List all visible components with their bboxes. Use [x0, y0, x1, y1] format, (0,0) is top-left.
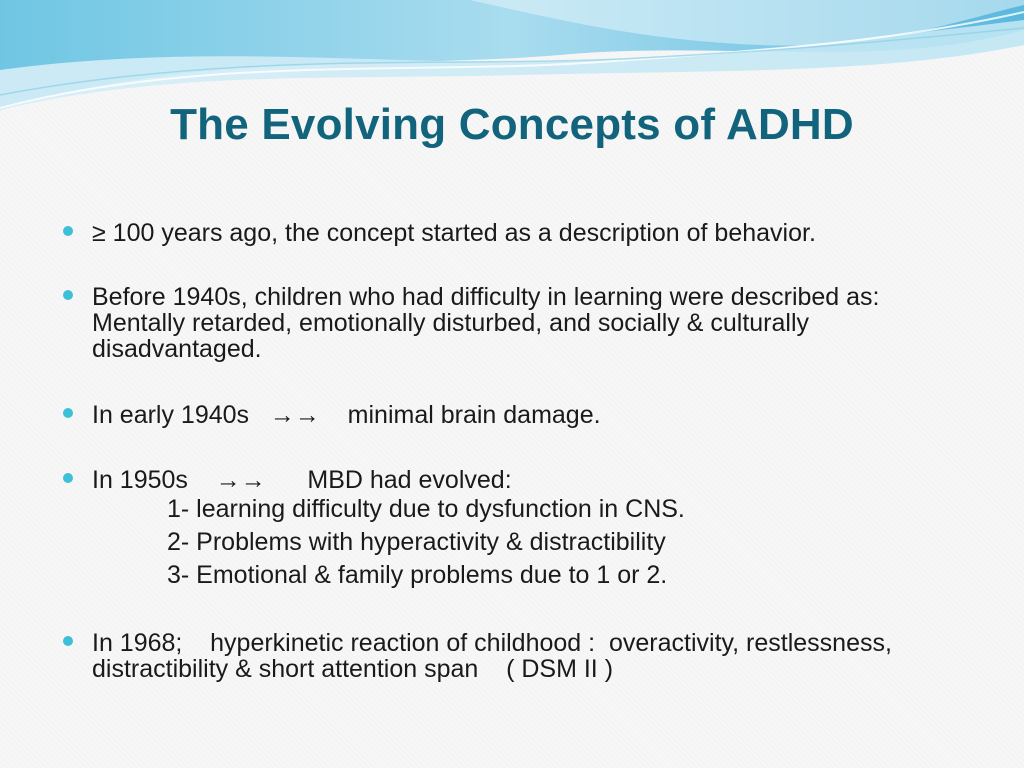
bullet-text: In 1950s →→ MBD had evolved:: [92, 466, 512, 494]
bullet-dot-icon: [63, 226, 73, 236]
bullet-text: disadvantaged.: [92, 335, 262, 363]
bullet-dot-icon: [63, 290, 73, 300]
bullet-text: In early 1940s →→ minimal brain damage.: [92, 401, 601, 429]
bullet-text: ≥ 100 years ago, the concept started as a description of behavior.: [92, 219, 816, 247]
bullet-dot-icon: [63, 636, 73, 646]
sub-item: 1- learning difficulty due to dysfunction in CNS.: [167, 495, 685, 523]
sub-item: 3- Emotional & family problems due to 1 or 2.: [167, 561, 668, 589]
slide-title: The Evolving Concepts of ADHD: [170, 100, 854, 149]
sub-item: 2- Problems with hyperactivity & distractibility: [167, 528, 666, 556]
bullet-text: distractibility & short attention span ( DSM II ): [92, 655, 614, 683]
bullet-text: In 1968; hyperkinetic reaction of childhood : overactivity, restlessness,: [92, 629, 892, 657]
bullet-text: Mentally retarded, emotionally disturbed, and socially & culturally: [92, 309, 810, 337]
bullet-dot-icon: [63, 473, 73, 483]
bullet-dot-icon: [63, 408, 73, 418]
bullet-text: Before 1940s, children who had difficulty in learning were described as:: [92, 283, 880, 311]
